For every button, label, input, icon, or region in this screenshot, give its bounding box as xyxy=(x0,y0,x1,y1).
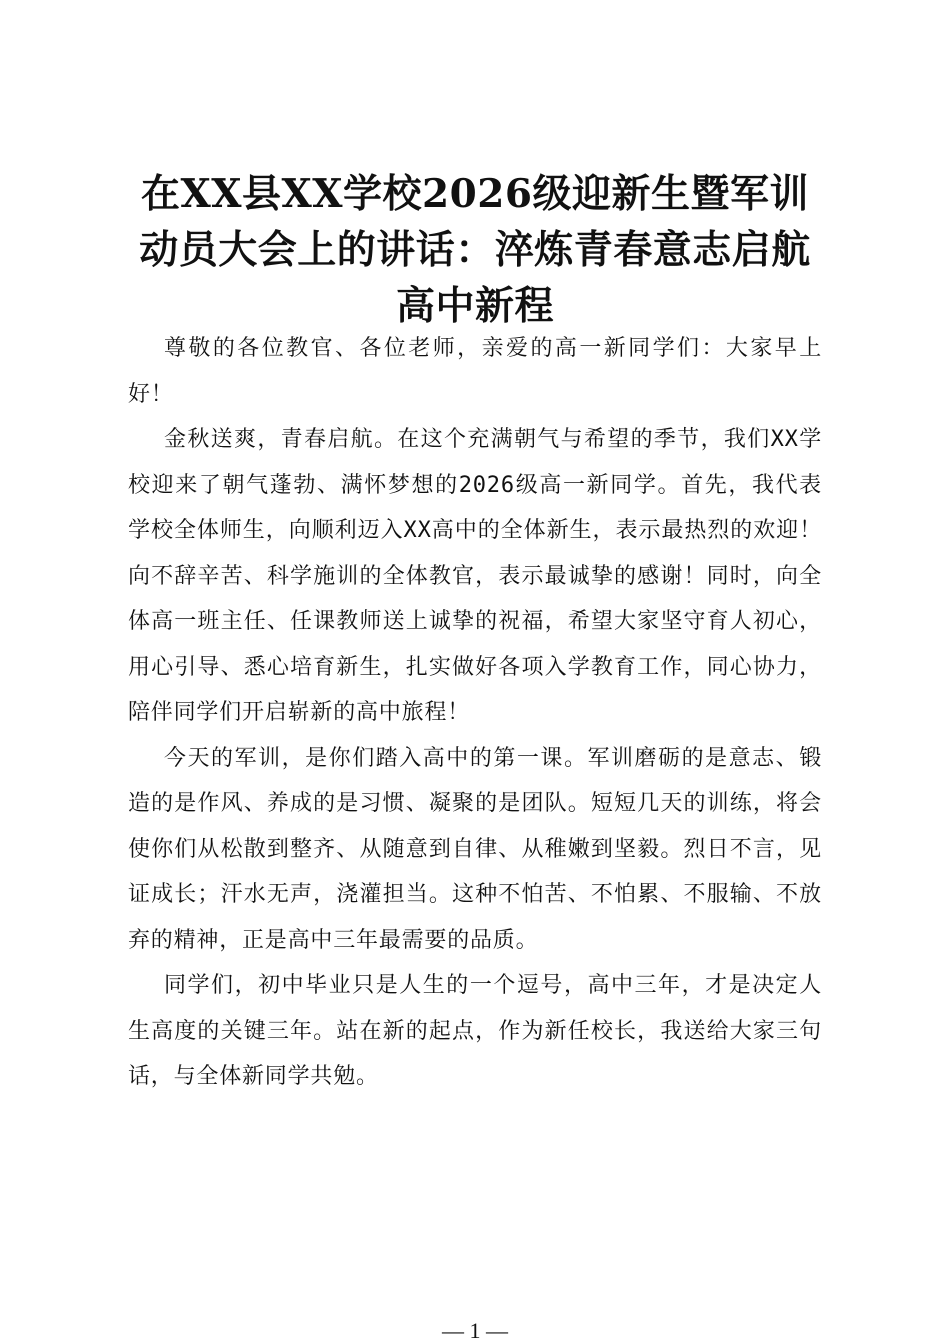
title-line-3: 高中新程 xyxy=(395,283,554,329)
encouragement-paragraph: 同学们，初中毕业只是人生的一个逗号，高中三年，才是决定人生高度的关键三年。站在新的起点，作为新任校长，我送给大家三句话，与全体新同学共勉。 xyxy=(128,973,822,1089)
title-line-1: 在XX县XX学校2026级迎新生暨军训 xyxy=(140,171,810,217)
military-training-paragraph: 今天的军训，是你们踏入高中的第一课。军训磨砺的是意志、锻造的是作风、养成的是习惯、凝聚的是团队。短短几天的训练，将会使你们从松散到整齐、从随意到自律、从稚嫩到坚毅。烈日不言，见证成长；汗水无声，浇灌担当。这种不怕苦、不怕累、不服输、不放弃的精神，正是高中三年最需要的品质。 xyxy=(128,745,822,953)
document-title xyxy=(110,166,840,334)
welcome-paragraph: 金秋送爽，青春启航。在这个充满朝气与希望的季节，我们XX学校迎来了朝气蓬勃、满怀梦想的2026级高一新同学。首先，我代表学校全体师生，向顺利迈入XX高中的全体新生，表示最热烈的欢迎！向不辞辛苦、科学施训的全体教官，表示最诚挚的感谢！同时，向全体高一班主任、任课教师送上诚挚的祝福，希望大家坚守育人初心，用心引导、悉心培育新生，扎实做好各项入学教育工作，同心协力，陪伴同学们开启崭新的高中旅程！ xyxy=(128,427,822,725)
speech-body xyxy=(128,326,822,1100)
title-line-2: 动员大会上的讲话：淬炼青春意志启航 xyxy=(139,227,811,273)
page-number: — 1 — xyxy=(442,1318,508,1343)
greeting-paragraph: 尊敬的各位教官、各位老师，亲爱的高一新同学们：大家早上好！ xyxy=(128,336,822,407)
